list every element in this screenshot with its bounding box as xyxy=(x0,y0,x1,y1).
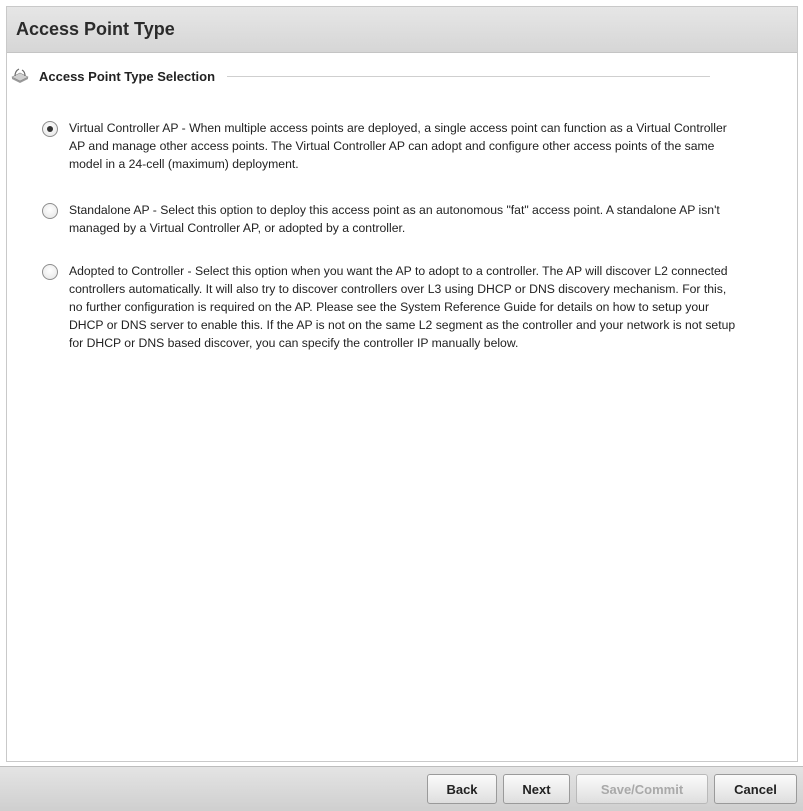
page-title: Access Point Type xyxy=(16,19,175,39)
wizard-footer xyxy=(0,766,803,811)
option-standalone-ap[interactable] xyxy=(42,201,742,237)
section-title: Access Point Type Selection xyxy=(39,68,216,84)
adopted-to-controller-radio[interactable] xyxy=(42,264,58,280)
option-virtual-controller-ap[interactable] xyxy=(42,119,742,173)
standalone-ap-label: Standalone AP - Select this option to deploy this access point as an autonomous "fat" access point. A standalone AP isn't managed by a Virtual Controller AP, or adopted by a controller. xyxy=(69,203,720,235)
cancel-button[interactable]: Cancel xyxy=(714,774,797,804)
standalone-ap-radio[interactable] xyxy=(42,203,58,219)
access-point-icon xyxy=(10,68,30,84)
panel-header xyxy=(7,7,797,53)
virtual-controller-ap-radio[interactable] xyxy=(42,121,58,137)
next-button[interactable]: Next xyxy=(503,774,570,804)
section-header xyxy=(10,66,710,86)
section-divider xyxy=(227,76,710,77)
adopted-to-controller-label: Adopted to Controller - Select this option when you want the AP to adopt to a controller. The AP will discover L2 connected controllers automatically. It will also try to discover controllers over L3 using DHCP or DNS discovery mechanism. For this, no further configuration is required on the AP. Please see the System Reference Guide for details on how to setup your DHCP or DNS server to enable this. If the AP is not on the same L2 segment as the controller and your network is not setup for DHCP or DNS based discover, you can specify the controller IP manually below. xyxy=(69,264,736,350)
option-adopted-to-controller[interactable] xyxy=(42,262,742,352)
virtual-controller-ap-label: Virtual Controller AP - When multiple access points are deployed, a single access point can function as a Virtual Controller AP and manage other access points. The Virtual Controller AP can adopt and configure other access points of the same model in a 24-cell (maximum) deployment. xyxy=(69,121,727,171)
save-commit-button[interactable]: Save/Commit xyxy=(576,774,708,804)
back-button[interactable]: Back xyxy=(427,774,497,804)
